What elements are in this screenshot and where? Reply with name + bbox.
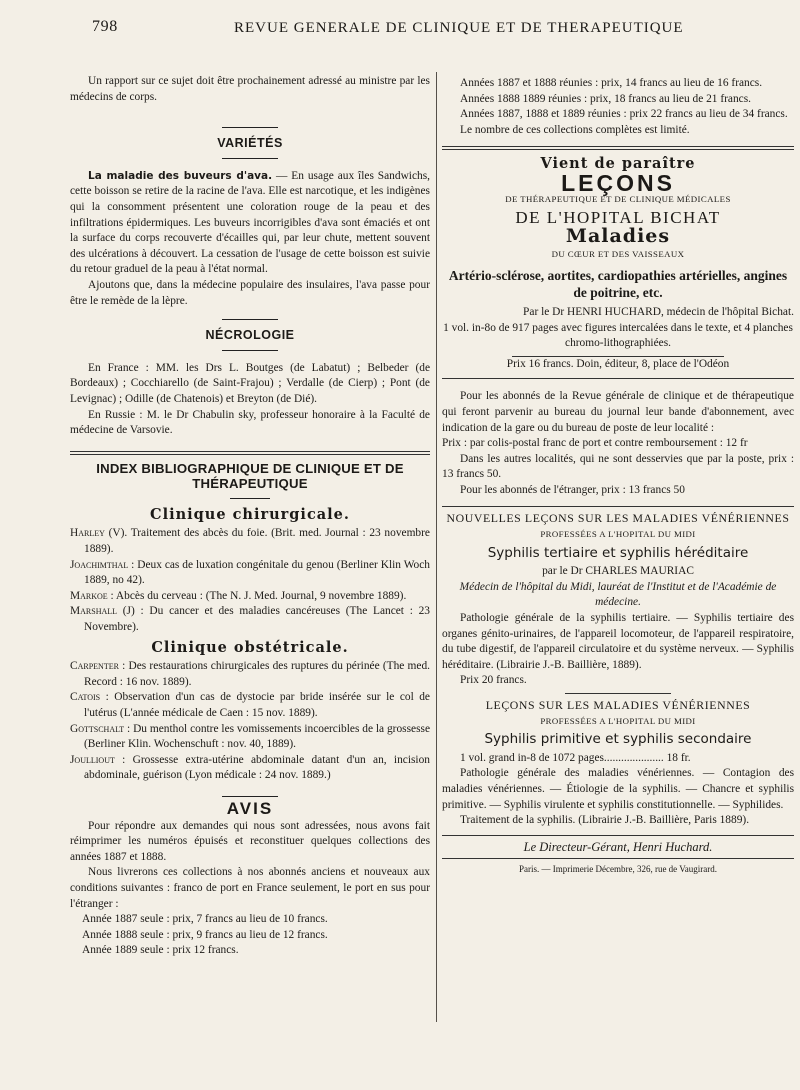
intro-paragraph: Un rapport sur ce sujet doit être prochainement adressé au ministre par les médecins de corps.	[70, 75, 430, 103]
clinique-obstetricale-heading: Clinique obstétricale.	[151, 638, 349, 656]
nouvelles-lecons-title: NOUVELLES LEÇONS SUR LES MALADIES VÉNÉRIENNES	[446, 511, 790, 526]
index-entry-text: Deux cas de luxation congénitale du genou (Berliner Klin Woch 1889, no 42).	[84, 558, 430, 587]
divider	[442, 835, 794, 836]
varietes-paragraph-2: Ajoutons que, dans la médecine populaire des insulaires, l'ava passe pour être le remède de la lèpre.	[70, 278, 430, 307]
avis-price-line: Année 1888 seule : prix, 9 francs au lieu de 12 francs.	[82, 928, 328, 941]
divider	[442, 858, 794, 859]
index-entry-text: Du menthol contre les vomissements incoercibles de la grossesse (Berliner Klin. Wochenschuft : nov. 40, 1889).	[84, 722, 430, 751]
avis-paragraph-2: Nous livrerons ces collections à nos abonnés anciens et nouveaux aux conditions suivantes : franco de port en France seulement, le port en sus pour l'étranger :	[70, 866, 430, 910]
index-entry-author: Joulliout :	[70, 753, 126, 766]
index-entry	[70, 604, 430, 635]
divider	[222, 796, 278, 797]
abonnes-line: Dans les autres localités, qui ne sont desservies que par la poste, prix : 13 francs 50.	[442, 452, 794, 481]
index-entry-author: Gottschalt :	[70, 722, 131, 735]
directeur-gerant: Le Directeur-Gérant, Henri Huchard.	[523, 839, 713, 854]
professees-line: PROFESSÉES A L'HOPITAL DU MIDI	[540, 529, 696, 540]
index-entry	[70, 589, 430, 605]
abonnes-line: Pour les abonnés de l'étranger, prix : 13 francs 50	[460, 483, 685, 496]
index-entry-text: Traitement des abcès du foie. (Brit. med. Journal : 23 novembre 1889).	[84, 527, 430, 556]
divider	[442, 378, 794, 379]
index-entry-text: Du cancer et des maladies cancéreuses (The Lancet : 23 Novembre).	[84, 605, 430, 634]
index-entry-author: Joachimthal :	[70, 558, 135, 571]
index-entry-author: Harley (V).	[70, 527, 128, 540]
index-entry	[70, 753, 430, 784]
index-entries-obstetricale	[70, 659, 430, 784]
divider	[230, 498, 270, 499]
index-entry-text: Observation d'un cas de dystocie par bride insérée sur le col de l'utérus (L'année médicale de Caen : 15 nov. 1889).	[84, 691, 430, 719]
divider	[222, 127, 278, 128]
right-column	[442, 76, 794, 878]
clinique-chirurgicale-heading: Clinique chirurgicale.	[150, 505, 350, 523]
abonnes-paragraph: Pour les abonnés de la Revue générale de clinique et de thérapeutique qui feront parvenir au bureau du journal leur bande d'abonnement, avec indication de la gare ou du bureau de poste de leur localité :	[442, 390, 794, 434]
necrologie-title: NÉCROLOGIE	[205, 328, 295, 343]
divider	[565, 693, 671, 694]
mauriac-affiliation: Médecin de l'hôpital du Midi, lauréat de l'Institut et de l'Académie de médecine.	[459, 580, 777, 609]
syphilis-primitive-desc: Pathologie générale des maladies vénériennes. — Contagion des maladies vénériennes. — Étiologie de la syphilis. — Chancre et syphilis primitive. — Syphilis virulente et syphilis constitutionnelle. — Syphilides.	[442, 767, 794, 811]
lecons-title: LEÇONS	[561, 169, 675, 196]
avis-price-line: Année 1889 seule : prix 12 francs.	[82, 944, 239, 957]
arterio-title: Artério-sclérose, aortites, cardiopathies artérielles, angines de poitrine, etc.	[448, 267, 788, 300]
index-entry-author: Carpenter :	[70, 660, 126, 673]
abonnes-line: Prix : par colis-postal franc de port et contre remboursement : 12 fr	[442, 437, 748, 450]
imprimerie-line: Paris. — Imprimerie Décembre, 326, rue de Vaugirard.	[518, 864, 718, 875]
divider	[222, 350, 278, 351]
index-entry	[70, 659, 430, 690]
left-column	[70, 74, 430, 959]
index-entry	[70, 526, 430, 557]
double-rule	[442, 146, 794, 150]
divider	[442, 506, 794, 507]
index-entry-text: Abcès du cerveau : (The N. J. Med. Journal, 9 novembre 1889).	[113, 589, 407, 602]
avis-price-line: Année 1887 seule : prix, 7 francs au lieu de 10 francs.	[82, 913, 328, 926]
volume-line-2: 1 vol. grand in-8 de 1072 pages..................... 18 fr.	[460, 751, 691, 764]
index-entry-author: Markoe :	[70, 589, 114, 602]
syphilis-tertiaire-desc: Pathologie générale de la syphilis tertiaire. — Syphilis tertiaire des organes génito-urinaires, de l'appareil locomoteur, de l'appareil respiratoire, du tube digestif, de l'appareil circulatoire et du système nerveux. — Syphilis héréditaire. (Librairie J.-B. Baillière, 1889).	[442, 612, 794, 671]
column-divider	[436, 72, 437, 1022]
professees-line-2: PROFESSÉES A L'HOPITAL DU MIDI	[540, 715, 696, 726]
index-entry	[70, 558, 430, 589]
index-title: INDEX BIBLIOGRAPHIQUE DE CLINIQUE ET DE THÉRAPEUTIQUE	[96, 460, 404, 492]
running-title: REVUE GENERALE DE CLINIQUE ET DE THERAPEUTIQUE	[234, 20, 684, 36]
varietes-paragraph: La maladie des buveurs d'ava. — En usage aux îles Sandwichs, cette boisson se retire de la racine de l'ava. Elle est narcotique, et les indigènes qui la consomment présentent une coloration rouge de la peau et des infiltrations épidermiques. Les buveurs incorrigibles d'ava sont émaciés et ont la surface du corps recouverte d'écailles qui, par leur chute, mettent souvent des ulcérations à découvert. La cessation de l'usage de cette boisson est suivie du retour graduel de la peau à l'état normal.	[70, 169, 430, 276]
divider	[222, 158, 278, 159]
varietes-title: VARIÉTÉS	[217, 136, 283, 151]
syphilis-tertiaire-price: Prix 20 francs.	[460, 674, 527, 687]
price-editor-line: Prix 16 francs. Doin, éditeur, 8, place de l'Odéon	[506, 357, 730, 370]
limited-note: Le nombre de ces collections complètes est limité.	[460, 123, 690, 136]
maladies-title: Maladies	[565, 224, 671, 247]
vient-de-paraitre: Vient de paraître	[540, 155, 696, 173]
running-header	[92, 18, 722, 40]
index-entries-chirurgicale	[70, 526, 430, 635]
maladies-subtitle: DU CŒUR ET DES VAISSEAUX	[551, 249, 685, 260]
volume-line: 1 vol. in-8o de 917 pages avec figures intercalées dans le texte, et 4 planches chromo-lithographiées.	[443, 321, 793, 350]
avis-title: AVIS	[226, 798, 274, 818]
index-entry	[70, 722, 430, 753]
page-number: 798	[92, 18, 118, 35]
avis-paragraph: Pour répondre aux demandes qui nous sont adressées, nous avons fait réimprimer les numéros épuisés et reconstituer quelques collections des années 1887 et 1888.	[70, 819, 430, 863]
price-line: Années 1887, 1888 et 1889 réunies : prix 22 francs au lieu de 34 francs.	[460, 108, 788, 121]
lecons-subtitle: DE THÉRAPEUTIQUE ET DE CLINIQUE MÉDICALES	[505, 193, 731, 204]
necrologie-russie: En Russie : M. le Dr Chabulin sky, professeur honoraire à la Faculté de médecine de Varsovie.	[70, 408, 430, 437]
lecons-venerienne-title: LEÇONS SUR LES MALADIES VÉNÉRIENNES	[485, 698, 751, 712]
index-entry-author: Marshall (J) :	[70, 605, 144, 618]
index-entry-author: Catois :	[70, 691, 109, 704]
double-rule	[70, 451, 430, 455]
syphilis-primitive-title: Syphilis primitive et syphilis secondaire	[484, 731, 752, 748]
syphilis-tertiaire-title: Syphilis tertiaire et syphilis héréditaire	[487, 544, 749, 561]
divider	[222, 319, 278, 320]
price-line: Années 1888 1889 réunies : prix, 18 francs au lieu de 21 francs.	[460, 92, 752, 105]
price-line: Années 1887 et 1888 réunies : prix, 14 francs au lieu de 16 francs.	[460, 77, 763, 89]
author-line: Par le Dr HENRI HUCHARD, médecin de l'hôpital Bichat.	[523, 305, 794, 318]
varietes-lead: La maladie des buveurs d'ava.	[88, 169, 273, 182]
index-entry-text: Grossesse extra-utérine abdominale datant d'un an, incision abdominale, guérison (Lyon médicale : 24 nov. 1889.)	[84, 753, 430, 782]
mauriac-author: par le Dr CHARLES MAURIAC	[542, 565, 694, 578]
necrologie-france: En France : MM. les Drs L. Boutges (de Labatut) ; Belbeder (de Bordeaux) ; Cocchiarello (de Saint-Frajou) ; Verdalle (de Cierp) ; Pont (de Levignac) ; Odille (de Chatenois) et Breyton (de Dié).	[70, 361, 430, 405]
hopital-bichat: DE L'HOPITAL BICHAT	[515, 208, 721, 228]
traitement-line: Traitement de la syphilis. (Librairie J.-B. Baillière, Paris 1889).	[460, 814, 750, 827]
avis-prices	[70, 912, 430, 959]
index-entry-text: Des restaurations chirurgicales des ruptures du périnée (The med. Record : 16 nov. 1889).	[84, 660, 430, 688]
index-entry	[70, 690, 430, 721]
